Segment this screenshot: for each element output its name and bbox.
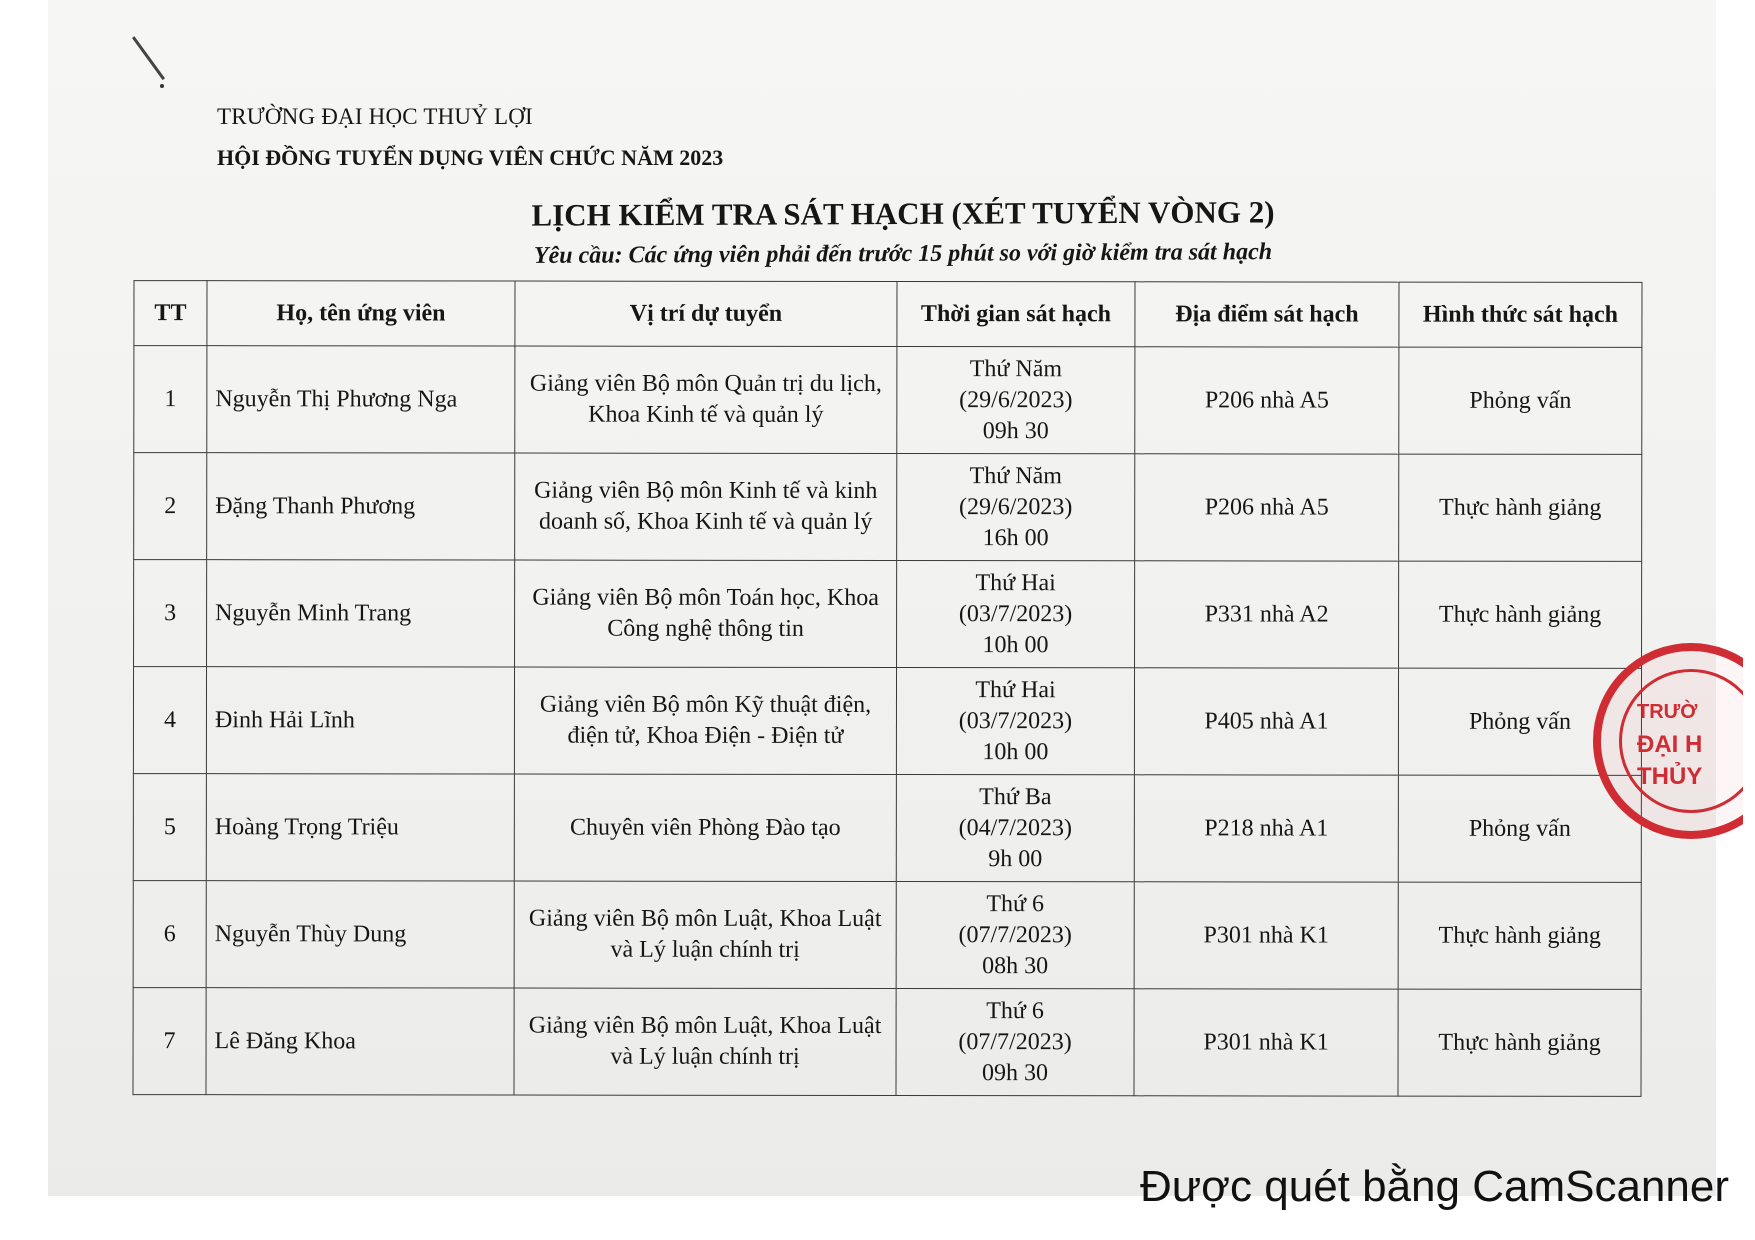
table-row <box>133 881 1641 990</box>
time-hour: 09h 30 <box>982 1059 1049 1086</box>
cell-location: P206 nhà A5 <box>1135 347 1399 454</box>
table-row <box>134 346 1642 455</box>
schedule-table <box>133 280 1643 1097</box>
col-header-location: Địa điểm sát hạch <box>1135 282 1399 347</box>
col-header-position: Vị trí dự tuyển <box>515 281 897 346</box>
cell-format: Phỏng vấn <box>1399 347 1642 454</box>
cell-name: Đinh Hải Lĩnh <box>206 667 514 774</box>
table-row <box>134 453 1642 562</box>
cell-time <box>896 882 1134 989</box>
cell-tt: 3 <box>134 560 207 667</box>
cell-location: P301 nhà K1 <box>1134 882 1398 989</box>
cell-format: Thực hành giảng <box>1398 882 1641 989</box>
scan-smudge-dot <box>160 84 164 88</box>
time-day: Thứ Ba <box>979 783 1052 810</box>
time-date: (07/7/2023) <box>958 1028 1072 1055</box>
cell-time <box>896 989 1134 1096</box>
cell-tt: 1 <box>134 346 207 453</box>
cell-tt: 5 <box>133 774 206 881</box>
cell-position: Chuyên viên Phòng Đào tạo <box>514 774 896 881</box>
cell-name: Nguyễn Minh Trang <box>207 560 515 667</box>
cell-location: P301 nhà K1 <box>1134 989 1398 1096</box>
scan-smudge-mark <box>132 36 165 80</box>
cell-name: Nguyễn Thị Phương Nga <box>207 346 515 453</box>
time-day: Thứ 6 <box>986 890 1045 917</box>
time-hour: 09h 30 <box>982 417 1049 444</box>
col-header-time: Thời gian sát hạch <box>897 282 1135 347</box>
cell-name: Hoàng Trọng Triệu <box>206 774 514 881</box>
time-date: (04/7/2023) <box>958 814 1073 841</box>
table-row <box>133 667 1641 776</box>
cell-location: P331 nhà A2 <box>1135 561 1399 668</box>
cell-location: P206 nhà A5 <box>1135 454 1399 561</box>
document-subtitle: Yêu cầu: Các ứng viên phải đến trước 15 phút so với giờ kiểm tra sát hạch <box>533 239 1273 269</box>
cell-location: P218 nhà A1 <box>1134 775 1398 882</box>
time-day: Thứ 6 <box>986 997 1044 1024</box>
time-date: (29/6/2023) <box>959 493 1073 520</box>
time-hour: 9h 00 <box>988 845 1043 872</box>
scanner-watermark: Được quét bằng CamScanner <box>1139 1162 1729 1211</box>
time-hour: 08h 30 <box>982 952 1049 979</box>
cell-tt: 7 <box>133 988 206 1095</box>
cell-position: Giảng viên Bộ môn Luật, Khoa Luật và Lý luận chính trị <box>514 988 896 1095</box>
time-day: Thứ Hai <box>975 676 1056 703</box>
cell-format: Phỏng vấn <box>1398 668 1641 775</box>
time-day: Thứ Hai <box>975 569 1056 596</box>
council-name: HỘI ĐỒNG TUYỂN DỤNG VIÊN CHỨC NĂM 2023 <box>217 145 724 170</box>
time-day: Thứ Năm <box>969 462 1062 489</box>
cell-position: Giảng viên Bộ môn Kinh tế và kinh doanh số, Khoa Kinh tế và quản lý <box>515 453 897 560</box>
table-row <box>134 560 1642 669</box>
table-row <box>133 774 1641 883</box>
cell-time <box>897 347 1135 454</box>
cell-position: Giảng viên Bộ môn Toán học, Khoa Công nghệ thông tin <box>515 560 897 667</box>
cell-position: Giảng viên Bộ môn Quản trị du lịch, Khoa Kinh tế và quản lý <box>515 346 897 453</box>
cell-name: Đặng Thanh Phương <box>207 453 515 560</box>
cell-time <box>897 454 1135 561</box>
col-header-tt: TT <box>134 281 207 346</box>
cell-format: Thực hành giảng <box>1398 989 1641 1096</box>
col-header-name: Họ, tên ứng viên <box>207 281 515 346</box>
cell-position: Giảng viên Bộ môn Luật, Khoa Luật và Lý luận chính trị <box>514 881 896 988</box>
time-day: Thứ Năm <box>969 355 1063 382</box>
cell-tt: 2 <box>134 453 207 560</box>
organization-name: TRƯỜNG ĐẠI HỌC THUỶ LỢI <box>217 104 533 129</box>
cell-tt: 4 <box>133 667 206 774</box>
university-seal-stamp <box>1593 643 1743 845</box>
time-date: (29/6/2023) <box>959 386 1073 413</box>
cell-format: Thực hành giảng <box>1399 454 1642 561</box>
cell-name: Nguyễn Thùy Dung <box>206 881 514 988</box>
col-header-format: Hình thức sát hạch <box>1399 282 1642 347</box>
table-header-row <box>134 281 1642 348</box>
cell-time <box>896 668 1134 775</box>
cell-time <box>897 561 1135 668</box>
cell-position: Giảng viên Bộ môn Kỹ thuật điện, điện tử, Khoa Điện - Điện tử <box>514 667 896 774</box>
seal-text-line3: THỦY <box>1637 763 1703 790</box>
time-date: (07/7/2023) <box>958 921 1072 948</box>
cell-name: Lê Đăng Khoa <box>206 988 514 1095</box>
seal-text-line1: TRƯỜ <box>1637 701 1698 723</box>
cell-format: Phỏng vấn <box>1398 775 1641 882</box>
seal-text-line2: ĐẠI H <box>1637 731 1703 758</box>
time-date: (03/7/2023) <box>958 600 1073 627</box>
time-hour: 10h 00 <box>982 631 1049 658</box>
time-date: (03/7/2023) <box>958 707 1073 734</box>
table-row <box>133 988 1641 1097</box>
cell-time <box>896 775 1134 882</box>
document-title: LỊCH KIỂM TRA SÁT HẠCH (XÉT TUYỂN VÒNG 2) <box>531 194 1275 233</box>
time-hour: 10h 00 <box>982 738 1049 765</box>
cell-format: Thực hành giảng <box>1399 561 1642 668</box>
time-hour: 16h 00 <box>982 524 1049 551</box>
cell-location: P405 nhà A1 <box>1134 668 1398 775</box>
cell-tt: 6 <box>133 881 206 988</box>
